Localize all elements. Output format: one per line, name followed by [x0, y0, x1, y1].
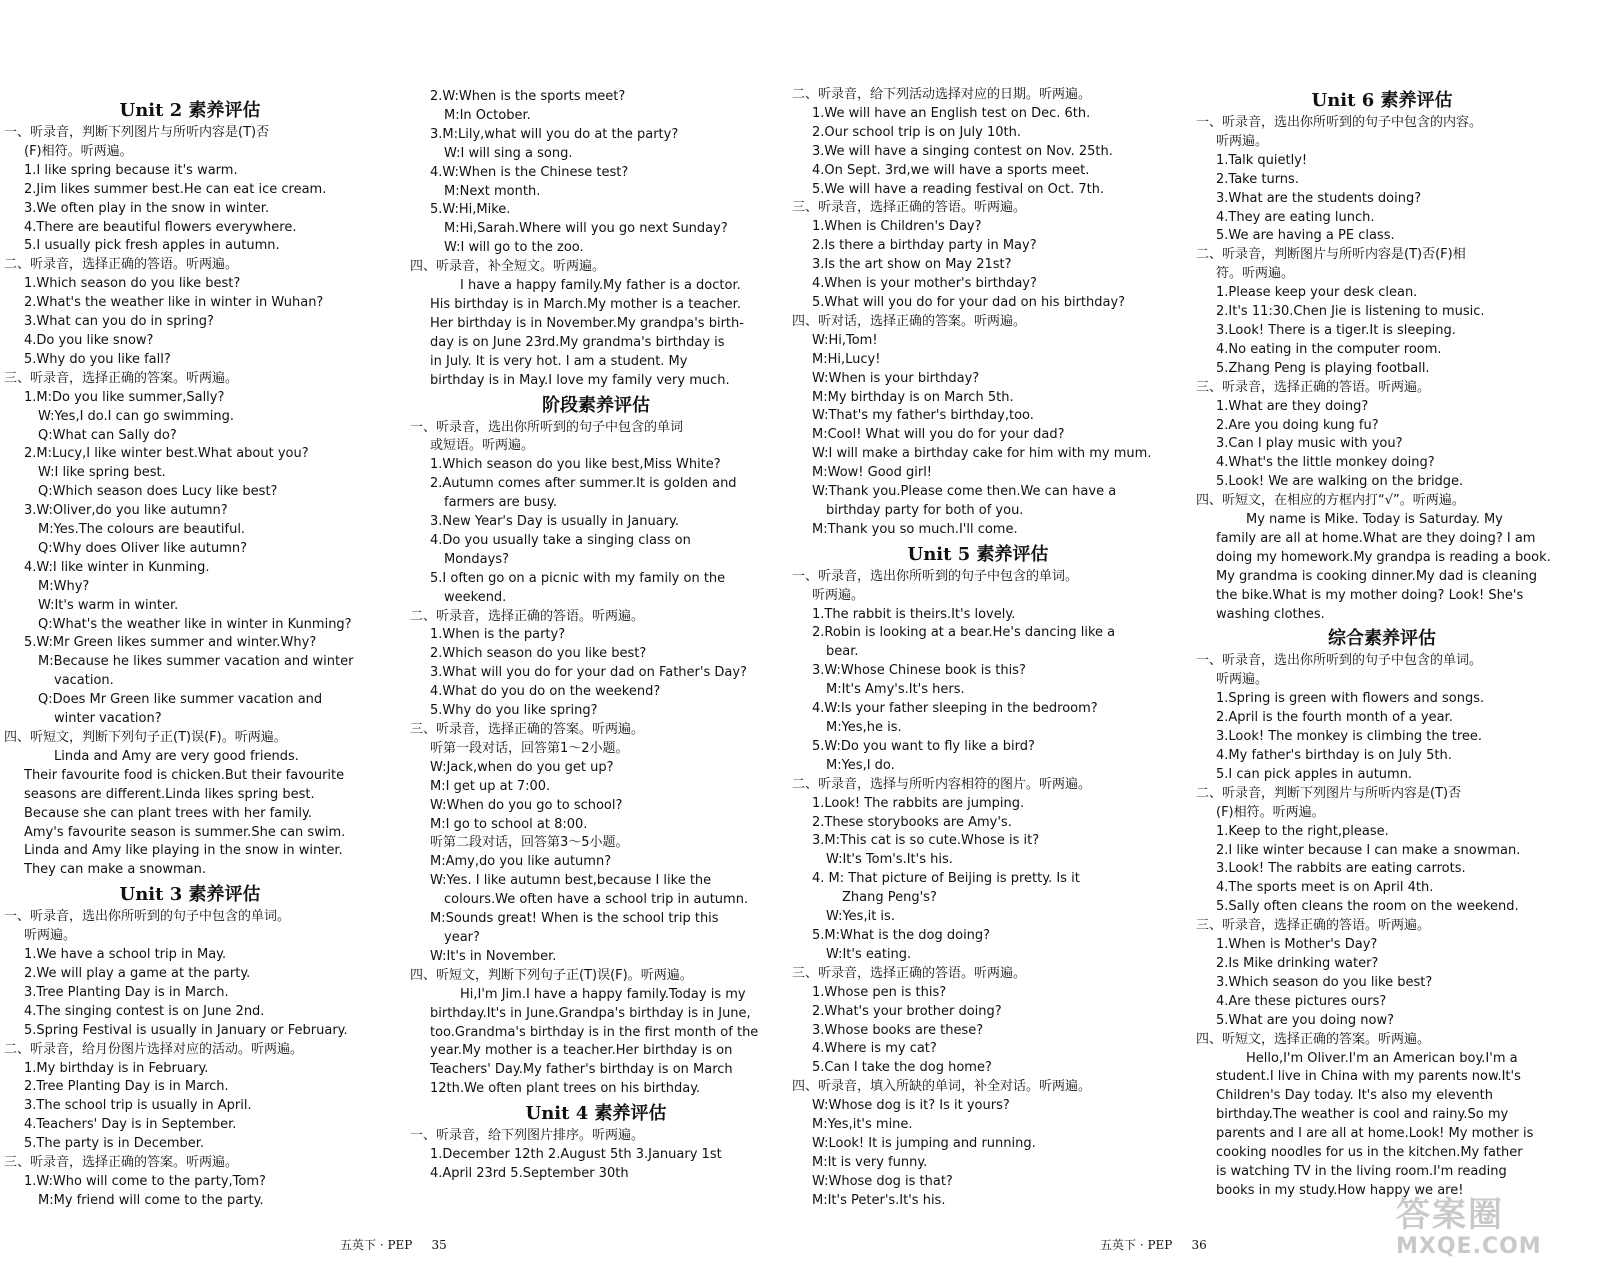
- text-line: Q:Why does Oliver like autumn?: [38, 540, 248, 556]
- question-instruction: 三、听录音，选择正确的答语。听两遍。: [792, 200, 1027, 216]
- text-line: (F)相符。听两遍。: [24, 143, 133, 159]
- text-line: 5.Look! We are walking on the bridge.: [1216, 474, 1464, 490]
- text-line: M:My friend will come to the party.: [38, 1192, 264, 1208]
- question-instruction: 四、听短文，在相应的方框内打“√”。听两遍。: [1196, 493, 1465, 509]
- text-line: 3.Look! There is a tiger.It is sleeping.: [1216, 322, 1456, 338]
- text-line: winter vacation?: [54, 711, 162, 727]
- text-line: 1.Look! The rabbits are jumping.: [812, 795, 1025, 811]
- text-line: W:I will make a birthday cake for him with my mum.: [812, 446, 1152, 462]
- text-line: 2.I like winter because I can make a snowman.: [1216, 842, 1521, 858]
- text-line: M:Because he likes summer vacation and winter: [38, 654, 354, 670]
- text-line: 3.M:This cat is so cute.Whose is it?: [812, 833, 1040, 849]
- text-line: vacation.: [54, 673, 114, 689]
- text-line: 4.W:When is the Chinese test?: [430, 164, 629, 180]
- text-line: 符。听两遍。: [1216, 266, 1295, 282]
- text-line: 3.The school trip is usually in April.: [24, 1098, 252, 1114]
- text-line: year.My mother is a teacher.Her birthday is on: [430, 1043, 733, 1059]
- text-line: 4.The singing contest is on June 2nd.: [24, 1003, 265, 1019]
- text-line: W:I like spring best.: [38, 465, 166, 481]
- text-line: W:Hi,Tom!: [812, 332, 878, 348]
- section-heading: Unit 6 素养评估: [1311, 90, 1453, 111]
- question-instruction: 四、听短文，判断下列句子正(T)误(F)。听两遍。: [410, 967, 693, 983]
- question-instruction: 二、听录音，判断下列图片与所听内容是(T)否: [1196, 785, 1462, 801]
- text-line: M:Next month.: [444, 183, 541, 199]
- text-line: M:In October.: [444, 107, 531, 123]
- text-line: 5.Spring Festival is usually in January or February.: [24, 1022, 348, 1038]
- text-line: 1.Which season do you like best,Miss White?: [430, 457, 721, 473]
- question-instruction: 一、听录音，选出你所听到的句子中包含的内容。: [1196, 115, 1483, 130]
- text-line: 2.Tree Planting Day is in March.: [24, 1079, 229, 1095]
- text-line: 2.Is Mike drinking water?: [1216, 955, 1379, 971]
- text-line: 1.We will have an English test on Dec. 6th.: [812, 105, 1091, 121]
- text-line: birthday is in May.I love my family very much.: [430, 372, 730, 388]
- question-instruction: 三、听录音，选择正确的答语。听两遍。: [1196, 379, 1431, 395]
- text-line: 1.W:Who will come to the party,Tom?: [24, 1173, 266, 1189]
- text-line: My name is Mike. Today is Saturday. My: [1246, 512, 1503, 528]
- text-line: Zhang Peng's?: [842, 890, 937, 906]
- text-line: 2.April is the fourth month of a year.: [1216, 710, 1453, 726]
- text-line: 12th.We often plant trees on his birthday.: [430, 1081, 701, 1097]
- text-line: bear.: [826, 644, 859, 660]
- text-line: 听两遍。: [24, 928, 77, 944]
- text-line: 3.Is the art show on May 21st?: [812, 257, 1012, 273]
- text-line: M:Yes,it's mine.: [812, 1117, 913, 1133]
- text-line: washing clothes.: [1216, 606, 1325, 622]
- text-line: is watching TV in the living room.I'm reading: [1216, 1163, 1507, 1179]
- column-3: [792, 86, 1164, 1211]
- text-line: Q:What can Sally do?: [38, 427, 177, 443]
- text-line: M:I get up at 7:00.: [430, 778, 551, 794]
- text-line: day is on June 23rd.My grandma's birthday is: [430, 334, 725, 350]
- text-line: W:It's eating.: [826, 946, 912, 962]
- text-line: 或短语。听两遍。: [430, 438, 535, 454]
- text-line: W:Look! It is jumping and running.: [812, 1135, 1036, 1151]
- question-instruction: 一、听录音，判断下列图片与所听内容是(T)否: [4, 125, 270, 140]
- watermark-text: 答案圈: [1396, 1195, 1504, 1235]
- text-line: 1.M:Do you like summer,Sally?: [24, 389, 225, 405]
- text-line: 2.Is there a birthday party in May?: [812, 238, 1037, 254]
- text-line: 5.What will you do for your dad on his birthday?: [812, 294, 1126, 310]
- question-instruction: 二、听录音，选择正确的答语。听两遍。: [4, 257, 239, 273]
- text-line: 2.Jim likes summer best.He can eat ice cream.: [24, 181, 327, 197]
- text-line: 5.Sally often cleans the room on the weekend.: [1216, 899, 1519, 915]
- text-line: 3.We will have a singing contest on Nov. 25th.: [812, 143, 1113, 159]
- question-instruction: 一、听录音，选出你所听到的句子中包含的单词。: [1196, 653, 1483, 669]
- text-line: 4.April 23rd 5.September 30th: [430, 1165, 629, 1181]
- text-line: seasons are different.Linda likes spring best.: [24, 786, 315, 802]
- text-line: 3.Whose books are these?: [812, 1022, 984, 1038]
- text-line: 4.Where is my cat?: [812, 1041, 937, 1057]
- text-line: (F)相符。听两遍。: [1216, 804, 1325, 820]
- question-instruction: 三、听录音，选择正确的答案。听两遍。: [4, 370, 239, 386]
- text-line: I have a happy family.My father is a doctor.: [460, 278, 741, 294]
- page-right: [792, 0, 1600, 1280]
- text-line: parents and I are all at home.Look! My mother is: [1216, 1126, 1534, 1142]
- question-instruction: 二、听录音，判断图片与所听内容是(T)否(F)相: [1196, 247, 1466, 263]
- text-line: M:Yes,he is.: [826, 720, 902, 735]
- column-1: [4, 96, 376, 1211]
- text-line: 4.On Sept. 3rd,we will have a sports meet.: [812, 162, 1090, 178]
- text-line: 5.What are you doing now?: [1216, 1012, 1395, 1028]
- text-line: 2.What's your brother doing?: [812, 1003, 1002, 1019]
- question-instruction: 三、听录音，选择正确的答语。听两遍。: [792, 965, 1027, 981]
- page-footer-left: [340, 1236, 447, 1253]
- text-line: 3.We often play in the snow in winter.: [24, 200, 270, 216]
- text-line: M:It's Amy's.It's hers.: [826, 682, 965, 698]
- text-line: 3.New Year's Day is usually in January.: [430, 514, 680, 530]
- text-line: W:I will go to the zoo.: [444, 240, 584, 256]
- text-line: weekend.: [444, 589, 507, 605]
- text-line: 1.When is the party?: [430, 627, 566, 643]
- text-line: 5.The party is in December.: [24, 1136, 205, 1152]
- text-line: W:When is your birthday?: [812, 370, 980, 386]
- text-line: M:Cool! What will you do for your dad?: [812, 427, 1065, 443]
- text-line: 3.W:Oliver,do you like autumn?: [24, 503, 228, 519]
- text-line: 2.We will play a game at the party.: [24, 965, 251, 981]
- text-line: year?: [444, 929, 480, 945]
- text-line: colours.We often have a school trip in autumn.: [444, 892, 749, 908]
- text-line: 3.Which season do you like best?: [1216, 974, 1433, 990]
- column-2: [410, 88, 782, 1184]
- text-line: W:I will sing a song.: [444, 145, 573, 161]
- text-line: 5.Zhang Peng is playing football.: [1216, 360, 1430, 376]
- text-line: M:Yes.The colours are beautiful.: [38, 522, 246, 538]
- text-line: 5.We will have a reading festival on Oct. 7th.: [812, 181, 1105, 197]
- text-line: 4.W:I like winter in Kunming.: [24, 559, 210, 575]
- section-heading: Unit 3 素养评估: [119, 884, 261, 906]
- text-line: 4.There are beautiful flowers everywhere.: [24, 219, 297, 235]
- text-line: student.I live in China with my parents now.It's: [1216, 1069, 1521, 1085]
- text-line: doing my homework.My grandpa is reading a book.: [1216, 549, 1551, 565]
- text-line: Their favourite food is chicken.But their favourite: [24, 767, 345, 783]
- text-line: 2.Are you doing kung fu?: [1216, 417, 1379, 433]
- text-line: 1.Keep to the right,please.: [1216, 823, 1389, 839]
- text-line: W:Whose dog is it? Is it yours?: [812, 1098, 1010, 1114]
- text-line: 1.What are they doing?: [1216, 398, 1369, 414]
- text-line: 3.Tree Planting Day is in March.: [24, 984, 229, 1000]
- text-line: 听第一段对话，回答第1～2小题。: [430, 740, 629, 756]
- footer-label: 五英下 · PEP: [340, 1238, 413, 1252]
- text-line: 4.Do you usually take a singing class on: [430, 532, 691, 548]
- text-line: books in my study.How happy we are!: [1216, 1182, 1464, 1198]
- text-line: W:Yes,I do.I can go swimming.: [38, 408, 235, 424]
- text-line: 4.No eating in the computer room.: [1216, 341, 1442, 357]
- text-line: the bike.What is my mother doing? Look! She's: [1216, 587, 1524, 603]
- question-instruction: 一、听录音，选出你所听到的句子中包含的单词。: [4, 909, 291, 925]
- text-line: They can make a snowman.: [24, 862, 207, 878]
- text-line: Q:What's the weather like in winter in Kunming?: [38, 616, 352, 632]
- text-line: 4.W:Is your father sleeping in the bedroom?: [812, 701, 1098, 717]
- text-line: 听两遍。: [812, 587, 865, 603]
- text-line: My grandma is cooking dinner.My dad is cleaning: [1216, 568, 1538, 584]
- question-instruction: 四、听短文，判断下列句子正(T)误(F)。听两遍。: [4, 730, 287, 745]
- text-line: M:Hi,Sarah.Where will you go next Sunday?: [444, 221, 728, 237]
- text-line: 2.Our school trip is on July 10th.: [812, 124, 1021, 140]
- column-4: [1196, 86, 1568, 1201]
- text-line: too.Grandma's birthday is in the first month of the: [430, 1024, 759, 1040]
- text-line: 听两遍。: [1216, 133, 1269, 149]
- text-line: M:Yes,I do.: [826, 757, 895, 773]
- text-line: birthday party for both of you.: [826, 502, 1024, 518]
- question-instruction: 四、听录音，填入所缺的单词，补全对话。听两遍。: [792, 1079, 1092, 1095]
- text-line: 5.W:Hi,Mike.: [430, 202, 511, 218]
- text-line: 听两遍。: [1216, 672, 1269, 688]
- text-line: M:Wow! Good girl!: [812, 465, 933, 481]
- text-line: Hello,I'm Oliver.I'm an American boy.I'm a: [1246, 1050, 1518, 1066]
- text-line: Children's Day today. It's also my eleventh: [1216, 1088, 1493, 1104]
- text-line: 1.Whose pen is this?: [812, 984, 947, 1000]
- text-line: 4. M: That picture of Beijing is pretty. Is it: [812, 871, 1080, 887]
- text-line: family are all at home.What are they doing? I am: [1216, 530, 1536, 546]
- text-line: 3.W:Whose Chinese book is this?: [812, 663, 1026, 679]
- text-line: 3.Can I play music with you?: [1216, 436, 1403, 452]
- text-line: M:Why?: [38, 578, 90, 594]
- text-line: Hi,I'm Jim.I have a happy family.Today is my: [460, 986, 746, 1002]
- text-line: 4.When is your mother's birthday?: [812, 276, 1037, 292]
- text-line: M:Thank you so much.I'll come.: [812, 521, 1018, 537]
- section-heading: Unit 4 素养评估: [525, 1103, 667, 1125]
- text-line: cooking noodles for us in the kitchen.My father: [1216, 1145, 1523, 1161]
- text-line: M:My birthday is on March 5th.: [812, 389, 1014, 405]
- text-line: 1.We have a school trip in May.: [24, 947, 227, 963]
- question-instruction: 三、听录音，选择正确的答语。听两遍。: [1196, 918, 1431, 934]
- text-line: 2.What's the weather like in winter in Wuhan?: [24, 295, 324, 311]
- text-line: 1.The rabbit is theirs.It's lovely.: [812, 606, 1016, 622]
- question-instruction: 二、听录音，给下列活动选择对应的日期。听两遍。: [792, 87, 1092, 102]
- text-line: 5.Can I take the dog home?: [812, 1060, 992, 1076]
- text-line: W:That's my father's birthday,too.: [812, 408, 1034, 424]
- text-line: W:When do you go to school?: [430, 797, 623, 813]
- page-number: 36: [1191, 1238, 1207, 1252]
- question-instruction: 四、听短文，选择正确的答案。听两遍。: [1196, 1031, 1431, 1047]
- text-line: 2.Robin is looking at a bear.He's dancing like a: [812, 625, 1116, 641]
- question-instruction: 二、听录音，给月份图片选择对应的活动。听两遍。: [4, 1041, 304, 1057]
- question-instruction: 三、听录音，选择正确的答案。听两遍。: [4, 1155, 239, 1171]
- text-line: Linda and Amy are very good friends.: [54, 748, 299, 764]
- text-line: 3.What are the students doing?: [1216, 190, 1422, 206]
- text-line: 4.What's the little monkey doing?: [1216, 455, 1435, 471]
- text-line: M:Hi,Lucy!: [812, 351, 881, 367]
- text-line: Q:Does Mr Green like summer vacation and: [38, 692, 323, 708]
- text-line: 2.W:When is the sports meet?: [430, 89, 626, 104]
- page-number: 35: [431, 1238, 447, 1252]
- question-instruction: 四、听对话，选择正确的答案。听两遍。: [792, 313, 1027, 329]
- text-line: His birthday is in March.My mother is a teacher.: [430, 296, 741, 312]
- text-line: 3.What can you do in spring?: [24, 314, 214, 330]
- text-line: W:It's in November.: [430, 948, 557, 964]
- text-line: 5.Why do you like fall?: [24, 351, 171, 367]
- text-line: 2.Autumn comes after summer.It is golden and: [430, 476, 737, 492]
- text-line: Teachers' Day.My father's birthday is on March: [430, 1062, 733, 1078]
- text-line: M:I go to school at 8:00.: [430, 816, 588, 832]
- text-line: W:Thank you.Please come then.We can have a: [812, 484, 1117, 500]
- text-line: Mondays?: [444, 551, 509, 567]
- text-line: W:Yes. I like autumn best,because I like the: [430, 873, 712, 889]
- text-line: 2.M:Lucy,I like winter best.What about you?: [24, 446, 309, 462]
- question-instruction: 一、听录音，选出你所听到的句子中包含的单词: [410, 419, 684, 435]
- footer-label: 五英下 · PEP: [1100, 1238, 1173, 1252]
- section-heading: 阶段素养评估: [542, 394, 650, 416]
- text-line: 2.Take turns.: [1216, 171, 1299, 187]
- text-line: 听第二段对话，回答第3～5小题。: [430, 835, 629, 851]
- text-line: Because she can plant trees with her family.: [24, 805, 312, 821]
- text-line: 2.It's 11:30.Chen Jie is listening to music.: [1216, 304, 1485, 320]
- text-line: Amy's favourite season is summer.She can swim.: [24, 824, 346, 840]
- text-line: 5.I usually pick fresh apples in autumn.: [24, 238, 280, 254]
- text-line: 4.Are these pictures ours?: [1216, 993, 1387, 1009]
- text-line: 4.Teachers' Day is in September.: [24, 1117, 237, 1133]
- question-instruction: 三、听录音，选择正确的答案。听两遍。: [410, 722, 645, 737]
- text-line: 5.I often go on a picnic with my family on the: [430, 570, 726, 586]
- watermark-url: MXQE.COM: [1396, 1234, 1542, 1259]
- section-heading: Unit 5 素养评估: [907, 543, 1049, 565]
- text-line: 1.When is Mother's Day?: [1216, 937, 1378, 953]
- text-line: 5.W:Mr Green likes summer and winter.Why?: [24, 635, 317, 651]
- text-line: W:It's Tom's.It's his.: [826, 852, 953, 868]
- text-line: 4.The sports meet is on April 4th.: [1216, 880, 1434, 896]
- question-instruction: 二、听录音，选择与所听内容相符的图片。听两遍。: [792, 776, 1092, 792]
- text-line: 3.Look! The rabbits are eating carrots.: [1216, 861, 1466, 877]
- text-line: 3.What will you do for your dad on Father's Day?: [430, 665, 747, 681]
- text-line: 1.Which season do you like best?: [24, 276, 241, 292]
- text-line: 4.My father's birthday is on July 5th.: [1216, 748, 1452, 763]
- text-line: farmers are busy.: [444, 495, 557, 511]
- text-line: 1.Talk quietly!: [1216, 152, 1308, 168]
- text-line: W:It's warm in winter.: [38, 597, 179, 613]
- text-line: 5.I can pick apples in autumn.: [1216, 766, 1413, 782]
- text-line: 5.M:What is the dog doing?: [812, 927, 991, 943]
- text-line: Her birthday is in November.My grandpa's birth-: [430, 315, 744, 331]
- text-line: M:Amy,do you like autumn?: [430, 854, 612, 870]
- text-line: M:Sounds great! When is the school trip this: [430, 911, 719, 927]
- text-line: W:Yes,it is.: [826, 909, 895, 925]
- text-line: 5.W:Do you want to fly like a bird?: [812, 738, 1035, 754]
- section-heading: Unit 2 素养评估: [119, 100, 261, 121]
- text-line: M:It's Peter's.It's his.: [812, 1192, 946, 1208]
- text-line: W:Jack,when do you get up?: [430, 759, 614, 775]
- text-line: 1.My birthday is in February.: [24, 1060, 209, 1076]
- text-line: Linda and Amy like playing in the snow in winter.: [24, 843, 343, 859]
- question-instruction: 一、听录音，给下列图片排序。听两遍。: [410, 1128, 645, 1144]
- question-instruction: 一、听录音，选出你所听到的句子中包含的单词。: [792, 568, 1079, 584]
- text-line: birthday.It's in June.Grandpa's birthday is in June,: [430, 1005, 751, 1021]
- section-heading: 综合素养评估: [1328, 628, 1436, 650]
- text-line: 4.What do you do on the weekend?: [430, 684, 661, 700]
- text-line: 1.Please keep your desk clean.: [1216, 285, 1418, 301]
- text-line: birthday.The weather is cool and rainy.So my: [1216, 1107, 1509, 1123]
- text-line: W:Whose dog is that?: [812, 1173, 953, 1189]
- text-line: 1.December 12th 2.August 5th 3.January 1st: [430, 1147, 722, 1163]
- text-line: 2.Which season do you like best?: [430, 646, 647, 662]
- text-line: 5.Why do you like spring?: [430, 703, 598, 719]
- text-line: 5.We are having a PE class.: [1216, 228, 1395, 244]
- watermark-logo: [1396, 1195, 1566, 1265]
- text-line: in July. It is very hot. I am a student. My: [430, 353, 688, 369]
- text-line: 2.These storybooks are Amy's.: [812, 814, 1012, 830]
- question-instruction: 二、听录音，选择正确的答语。听两遍。: [410, 608, 645, 624]
- text-line: 1.When is Children's Day?: [812, 219, 982, 235]
- question-instruction: 四、听录音，补全短文。听两遍。: [410, 259, 606, 275]
- text-line: 4.They are eating lunch.: [1216, 209, 1375, 225]
- text-line: 4.Do you like snow?: [24, 332, 154, 348]
- page-footer-right: [1100, 1236, 1207, 1253]
- text-line: M:It is very funny.: [812, 1154, 928, 1170]
- text-line: 3.M:Lily,what will you do at the party?: [430, 126, 679, 142]
- text-line: 3.Look! The monkey is climbing the tree.: [1216, 729, 1483, 745]
- text-line: 1.Spring is green with flowers and songs.: [1216, 691, 1485, 707]
- text-line: Q:Which season does Lucy like best?: [38, 484, 278, 500]
- text-line: 1.I like spring because it's warm.: [24, 162, 238, 178]
